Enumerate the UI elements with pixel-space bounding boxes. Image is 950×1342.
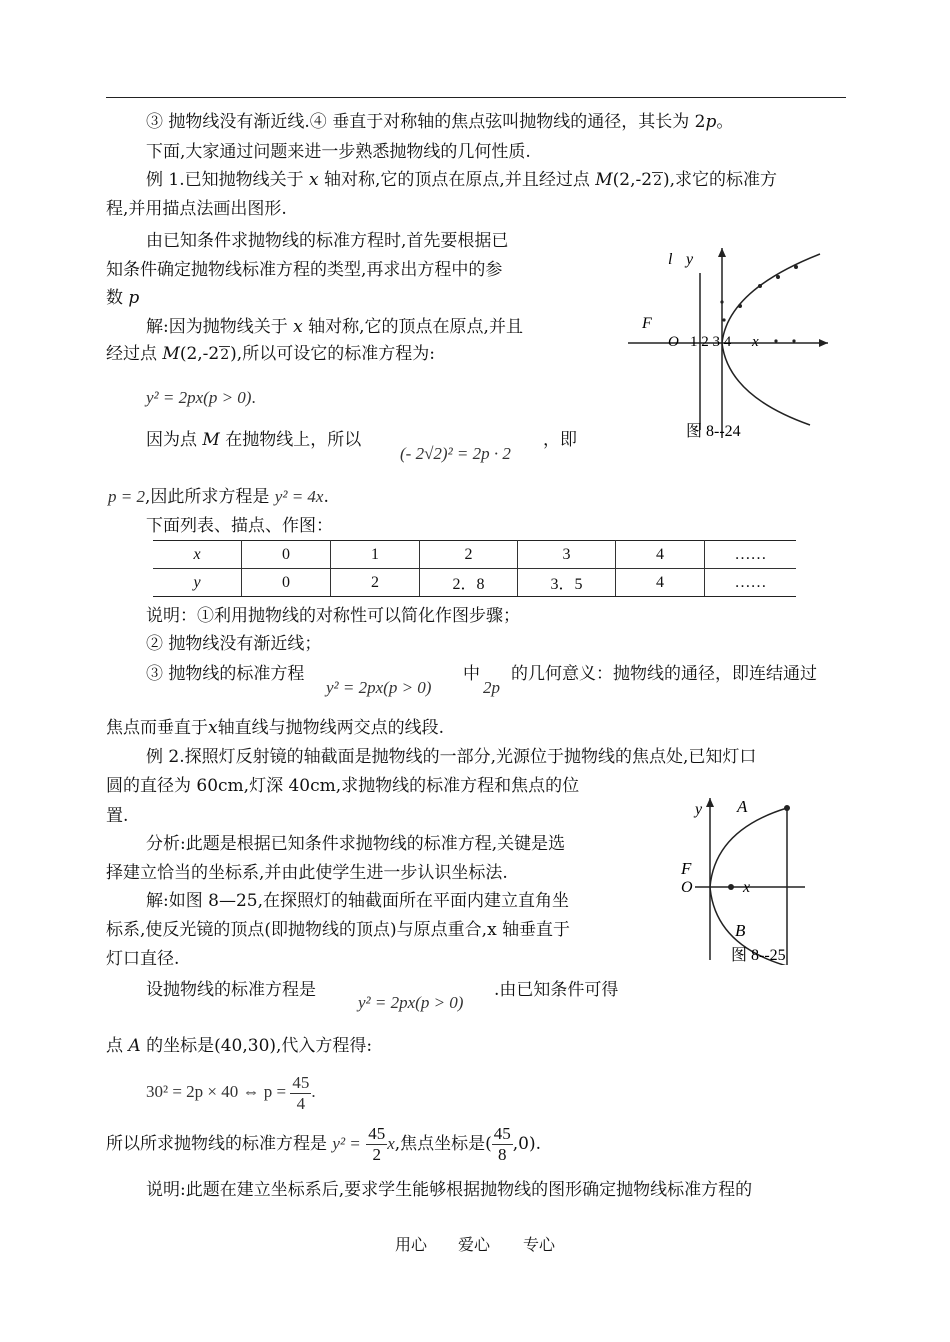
table-cell: 2: [331, 569, 420, 597]
text: 因为点: [146, 430, 203, 450]
equation: y² = 4x: [274, 487, 324, 506]
text-line: [106, 342, 435, 367]
equation-2p: 2p: [483, 678, 500, 697]
text: 。: [716, 112, 734, 132]
figure-caption: 图 8--24: [686, 423, 741, 440]
text: 轴直线与抛物线两交点的线段.: [217, 718, 444, 738]
text-line: 圆的直径为 60cm,灯深 40cm,求抛物线的标准方程和焦点的位: [106, 776, 580, 796]
text: .: [251, 388, 256, 407]
parabola-curve: [722, 254, 820, 425]
text: 点: [106, 1036, 129, 1056]
text: 例 1.已知抛物线关于: [146, 170, 310, 190]
text: 轴对称,它的顶点在原点,并且: [302, 317, 523, 337]
table-cell: ……: [705, 541, 797, 569]
text-line: ② 抛物线没有渐近线；: [146, 634, 322, 654]
numerator: 45: [292, 1072, 310, 1092]
table-cell: 2．8: [420, 569, 518, 597]
label-y: y: [695, 801, 703, 818]
numerator: 45: [368, 1124, 386, 1143]
label-x: x: [752, 334, 759, 350]
text-line: 知条件确定抛物线标准方程的类型,再求出方程中的参: [106, 260, 503, 280]
var-x: x: [309, 170, 319, 190]
point: [794, 265, 798, 269]
table-cell: y: [153, 569, 242, 597]
text: 的坐标是(40,30),代入方程得:: [140, 1036, 373, 1056]
equation: p = 2: [108, 487, 145, 506]
text: 数: [106, 288, 129, 308]
var-M: M: [162, 344, 180, 364]
denominator: 2: [372, 1145, 381, 1164]
text-line: [106, 1034, 372, 1058]
text-line: 标系,使反光镜的顶点(即抛物线的顶点)与原点重合,x 轴垂直于: [106, 920, 571, 940]
text-line: ，即: [543, 430, 577, 450]
text: 经过点: [106, 344, 163, 364]
text: (2,-2: [612, 170, 653, 190]
point: [776, 275, 780, 279]
var-M: M: [202, 430, 220, 450]
text-line: 由已知条件求抛物线的标准方程时,首先要根据已: [146, 231, 509, 251]
text-line: [106, 716, 444, 740]
table-cell: 2: [420, 541, 518, 569]
text: 解:因为抛物线关于: [146, 317, 294, 337]
table-row: [153, 569, 796, 597]
figure-8-25: [675, 790, 835, 965]
text-line: 下面列表、描点、作图：: [146, 516, 333, 536]
label-O: O: [668, 334, 679, 350]
var-A: A: [128, 1036, 141, 1056]
text: ,焦点坐标是(: [394, 1134, 492, 1154]
text: ),所以可设它的标准方程为:: [230, 344, 435, 364]
text: ,因此所求方程是: [144, 487, 275, 507]
text-line: 灯口直径.: [106, 949, 180, 969]
label-l: l: [668, 251, 673, 268]
label-y: y: [686, 251, 694, 268]
text-line: 例 2.探照灯反射镜的轴截面是抛物线的一部分,光源位于抛物线的焦点处,已知灯口: [146, 747, 757, 767]
label-F: F: [642, 315, 652, 332]
fraction: [366, 1124, 387, 1165]
label-F: F: [681, 859, 692, 878]
footer-text: 用心: [395, 1235, 428, 1254]
var-p: p: [128, 288, 140, 308]
table-cell: 0: [242, 569, 331, 597]
table-row: [153, 541, 796, 569]
sqrt-radicand: 2: [220, 347, 230, 363]
text: 轴对称,它的顶点在原点,并且经过点: [318, 170, 596, 190]
point: [722, 318, 725, 321]
var-M: M: [595, 170, 613, 190]
text: 所以所求抛物线的标准方程是: [106, 1134, 327, 1154]
var-x: x: [293, 317, 303, 337]
label-O: O: [681, 879, 693, 896]
numerator: 45: [493, 1124, 511, 1143]
text: 在抛物线上，所以: [219, 430, 362, 450]
equation-3: y² = 2px(p > 0): [326, 678, 432, 697]
text-line: 说明：①利用抛物线的对称性可以简化作图步骤；: [146, 606, 520, 626]
text-line: [106, 1124, 541, 1165]
y-axis-arrow: [706, 798, 714, 807]
values-table: [153, 540, 796, 597]
fraction: [290, 1073, 311, 1114]
var-p: p: [705, 112, 717, 132]
table-cell: 3．5: [518, 569, 616, 597]
text: .: [311, 1082, 316, 1101]
figure-caption: 图 8--25: [731, 947, 786, 964]
label-B: B: [735, 921, 746, 940]
focus-point: [728, 884, 734, 890]
table-cell: 1: [331, 541, 420, 569]
text: 焦点而垂直于: [106, 718, 208, 738]
equation: 30² = 2p × 40 ⇔ p =: [146, 1082, 287, 1101]
text-line: 中: [463, 664, 480, 684]
point: [738, 304, 742, 308]
equation: y² =: [332, 1134, 361, 1153]
text-line: 说明:此题在建立坐标系后,要求学生能够根据抛物线的图形确定抛物线标准方程的: [146, 1180, 753, 1200]
tick-labels: 1 2 3 4: [690, 334, 732, 350]
y-axis-arrow: [718, 248, 726, 257]
table-cell: 4: [616, 569, 705, 597]
label-x: x: [743, 879, 751, 896]
table-cell: 3: [518, 541, 616, 569]
text: ),求它的标准方: [663, 170, 778, 190]
text-line: 解:如图 8—25,在探照灯的轴截面所在平面内建立直角坐: [146, 891, 569, 911]
denominator: 8: [498, 1145, 507, 1164]
table-cell: 0: [242, 541, 331, 569]
point: [774, 339, 777, 342]
point: [758, 284, 762, 288]
text-line: 分析:此题是根据已知条件求抛物线的标准方程,关键是选: [146, 834, 566, 854]
equation-1: [146, 386, 256, 410]
table-cell: ……: [705, 569, 797, 597]
text-line: [146, 110, 733, 134]
sqrt-radicand: 2: [653, 173, 663, 189]
equation-5: [146, 1072, 316, 1114]
header-rule: [106, 97, 846, 98]
text-line: 择建立恰当的坐标系,并由此使学生进一步认识坐标法.: [106, 863, 508, 883]
fraction: [492, 1124, 513, 1165]
text-line: 置.: [106, 806, 129, 826]
text-line: [146, 315, 523, 339]
text-line: 设抛物线的标准方程是: [146, 980, 316, 1000]
equation-4: y² = 2px(p > 0): [358, 993, 464, 1012]
text-line: 的几何意义：抛物线的通径，即连结通过: [511, 664, 817, 684]
text-line: .由已知条件可得: [494, 980, 619, 1000]
text-line: ③ 抛物线的标准方程: [146, 664, 305, 684]
equation: y² = 2px(p > 0): [146, 388, 252, 407]
footer-text: 专心: [523, 1235, 556, 1254]
footer-text: 爱心: [458, 1235, 491, 1254]
x-axis-arrow: [819, 339, 828, 347]
equation-2: (- 2√2)² = 2p · 2: [400, 444, 511, 463]
point: [720, 300, 723, 303]
text-line: [146, 168, 777, 193]
text-line: 程,并用描点法画出图形.: [106, 199, 287, 219]
text-line: [106, 286, 139, 310]
text: ,0).: [512, 1134, 542, 1154]
text: .: [323, 487, 329, 507]
denominator: 4: [296, 1093, 306, 1113]
text-line: 下面,大家通过问题来进一步熟悉抛物线的几何性质.: [146, 142, 531, 162]
var-x: x: [208, 718, 218, 738]
figure-8-24: [620, 240, 840, 445]
table-cell: x: [153, 541, 242, 569]
label-A: A: [737, 797, 748, 816]
text-line: [146, 428, 361, 452]
table-cell: 4: [616, 541, 705, 569]
point-A: [784, 805, 790, 811]
text: (2,-2: [179, 344, 220, 364]
point: [792, 339, 795, 342]
equation: x: [387, 1134, 395, 1153]
text: ③ 抛物线没有渐近线.④ 垂直于对称轴的焦点弦叫抛物线的通径，其长为 2: [146, 112, 706, 132]
text-line: [108, 485, 329, 509]
